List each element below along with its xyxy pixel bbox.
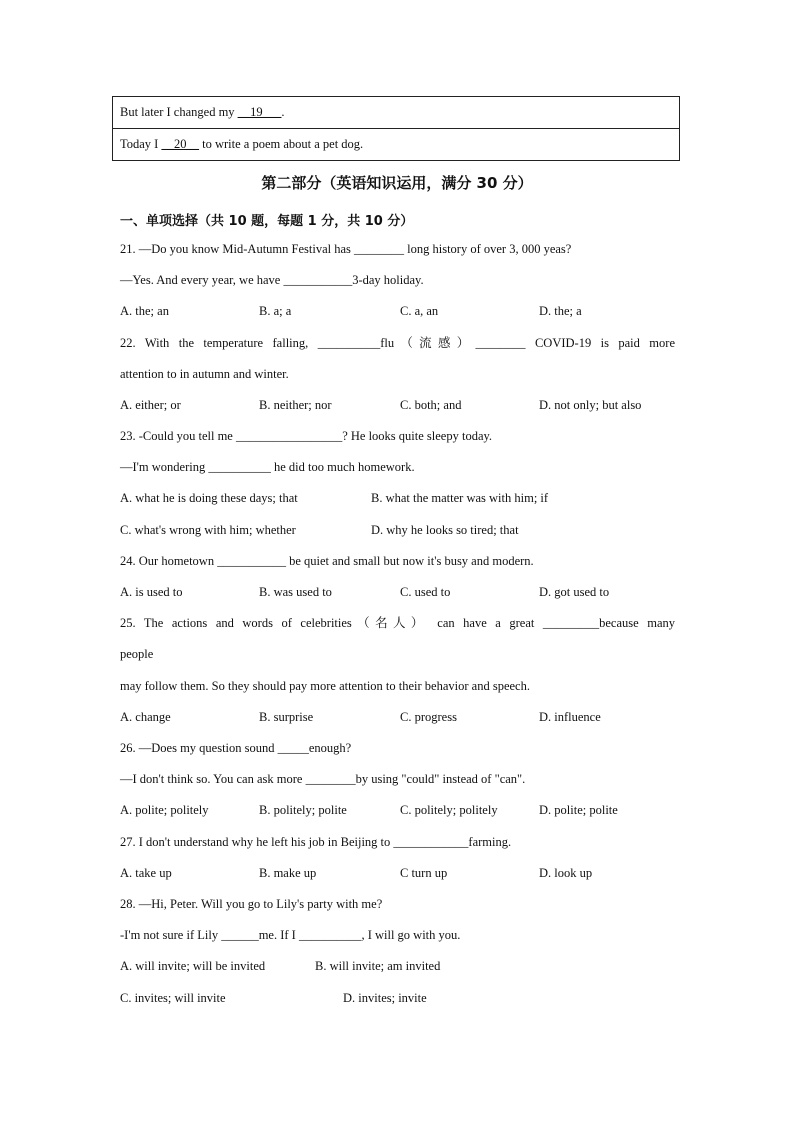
option-c: C. invites; will invite: [120, 991, 226, 1005]
option-a: A. is used to: [120, 585, 183, 599]
option-d: D. polite; polite: [539, 803, 618, 817]
question-22-line2: attention to in autumn and winter.: [120, 367, 289, 381]
option-b: B. a; a: [259, 304, 292, 318]
question-25-stem: 25. The actions and words of celebrities（名人） can have a great _________because many: [120, 616, 675, 630]
option-d: D. not only; but also: [539, 398, 642, 412]
row-text-pre: But later I changed my: [120, 105, 238, 119]
answer-blank: __20__: [161, 137, 199, 151]
option-c: C. what's wrong with him; whether: [120, 523, 296, 537]
option-a: A. change: [120, 710, 171, 724]
option-a: A. what he is doing these days; that: [120, 491, 298, 505]
option-c: C. used to: [400, 585, 451, 599]
question-28-line2: -I'm not sure if Lily ______me. If I __________, I will go with you.: [120, 928, 461, 942]
section-title: 第二部分（英语知识运用，满分 30 分）: [261, 174, 533, 192]
option-b: B. what the matter was with him; if: [371, 491, 549, 505]
question-26-stem: 26. —Does my question sound _____enough?: [120, 741, 352, 755]
option-b: B. neither; nor: [259, 398, 332, 412]
option-a: A. either; or: [120, 398, 181, 412]
option-c: C. politely; politely: [400, 803, 498, 817]
option-b: B. make up: [259, 866, 317, 880]
option-d: D. influence: [539, 710, 601, 724]
option-b: B. will invite; am invited: [315, 959, 441, 973]
question-28-stem: 28. —Hi, Peter. Will you go to Lily's party with me?: [120, 897, 383, 911]
row-text-pre: Today I: [120, 137, 162, 151]
question-26-line2: —I don't think so. You can ask more ________by using "could" instead of "can".: [120, 772, 526, 786]
option-b: B. surprise: [259, 710, 314, 724]
table-row: [113, 97, 679, 128]
option-d: D. why he looks so tired; that: [371, 523, 519, 537]
answer-table: [112, 96, 680, 161]
question-22-stem: 22. With the temperature falling, __________flu（流感）________ COVID-19 is paid more: [120, 336, 675, 350]
table-row: [113, 128, 679, 160]
option-a: A. the; an: [120, 304, 169, 318]
question-27-stem: 27. I don't understand why he left his job in Beijing to ____________farming.: [120, 835, 512, 849]
option-a: A. will invite; will be invited: [120, 959, 266, 973]
option-c: C. progress: [400, 710, 457, 724]
option-c: C turn up: [400, 866, 448, 880]
row-text-post: .: [281, 105, 285, 119]
option-c: C. both; and: [400, 398, 462, 412]
question-21-line2: —Yes. And every year, we have ___________3-day holiday.: [120, 273, 424, 287]
question-25-line3: may follow them. So they should pay more attention to their behavior and speech.: [120, 679, 530, 693]
option-b: B. was used to: [259, 585, 332, 599]
option-d: D. the; a: [539, 304, 582, 318]
option-d: D. look up: [539, 866, 593, 880]
row-text-post: to write a poem about a pet dog.: [198, 137, 364, 151]
option-a: A. take up: [120, 866, 172, 880]
option-c: C. a, an: [400, 304, 439, 318]
sub-title: 一、单项选择（共 10 题，每题 1 分，共 10 分）: [120, 214, 414, 229]
answer-blank: __19___: [237, 105, 282, 119]
option-a: A. polite; politely: [120, 803, 209, 817]
question-21-stem: 21. —Do you know Mid-Autumn Festival has ________ long history of over 3, 000 yeas?: [120, 242, 572, 256]
option-d: D. invites; invite: [343, 991, 427, 1005]
question-25-line2: people: [120, 647, 154, 661]
question-24-stem: 24. Our hometown ___________ be quiet and small but now it's busy and modern.: [120, 554, 534, 568]
question-23-stem: 23. -Could you tell me _________________? He looks quite sleepy today.: [120, 429, 493, 443]
question-23-line2: —I'm wondering __________ he did too much homework.: [120, 460, 415, 474]
option-d: D. got used to: [539, 585, 610, 599]
option-b: B. politely; polite: [259, 803, 347, 817]
